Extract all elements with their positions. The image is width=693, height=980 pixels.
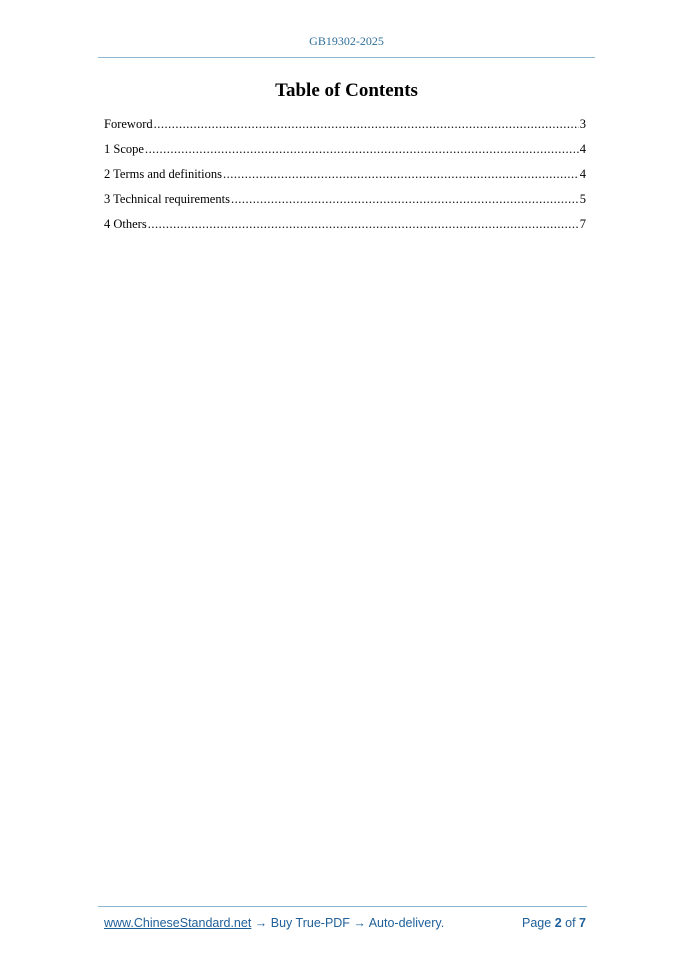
toc-entry-page: 3 [579,117,586,131]
toc-leader-dots [223,167,579,182]
document-header: GB19302-2025 [309,34,384,48]
toc-entry-label: 1 Scope [104,142,144,156]
toc-entry-page: 4 [579,167,586,181]
toc-leader-dots [231,192,579,207]
toc-entry-label: 4 Others [104,217,147,231]
page-total: 7 [579,916,586,930]
toc-entry-label: 3 Technical requirements [104,192,230,206]
page-footer [104,916,586,930]
toc-entry-terms[interactable] [104,167,586,192]
toc-leader-dots [148,217,579,232]
page-prefix: Page [522,916,552,930]
page-number [522,916,586,930]
toc-leader-dots [154,117,579,132]
page-title: Table of Contents [275,80,418,101]
toc-entry-technical-requirements[interactable] [104,192,586,217]
table-of-contents [104,117,586,242]
header-divider [98,57,595,58]
toc-leader-dots [145,142,579,157]
toc-entry-others[interactable] [104,217,586,242]
toc-entry-label: Foreword [104,117,153,131]
toc-entry-page: 4 [579,142,586,156]
footer-divider [98,906,587,907]
footer-promo [104,916,444,930]
toc-entry-foreword[interactable] [104,117,586,142]
toc-entry-page: 5 [579,192,586,206]
toc-entry-page: 7 [579,217,586,231]
page-current: 2 [554,916,562,930]
footer-promo-text: → Buy True-PDF → Auto-delivery. [251,916,445,930]
toc-entry-label: 2 Terms and definitions [104,167,222,181]
page-of: of [565,916,576,930]
website-link[interactable]: www.ChineseStandard.net [104,916,252,930]
toc-entry-scope[interactable] [104,142,586,167]
